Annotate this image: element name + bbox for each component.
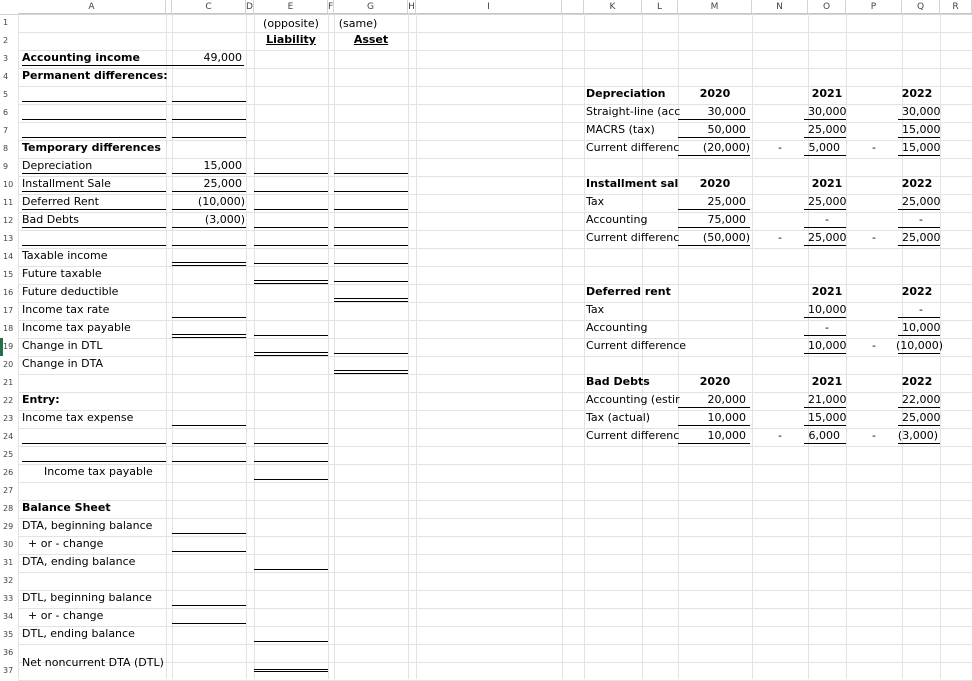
underline: [804, 335, 846, 336]
underline: [804, 137, 846, 138]
gridline: [254, 14, 255, 679]
row-number[interactable]: 19: [3, 342, 14, 351]
underline: [254, 569, 328, 570]
installment-tax-2020[interactable]: 25,000: [707, 195, 746, 208]
underline: [804, 317, 846, 318]
gridline: [18, 572, 972, 573]
row-number[interactable]: 11: [3, 198, 14, 207]
gridline: [18, 500, 972, 501]
depreciation-current-diff-label: Current differenc: [586, 141, 680, 154]
bad-debts-accounting-2021[interactable]: 21,000: [808, 393, 847, 406]
underline: [254, 461, 328, 462]
row-number[interactable]: 9: [3, 162, 9, 171]
row-number[interactable]: 13: [3, 234, 14, 243]
column-header-m[interactable]: M: [678, 0, 752, 14]
row-number[interactable]: 18: [3, 324, 14, 333]
column-header-j[interactable]: [562, 0, 584, 14]
double-underline: [254, 669, 328, 672]
entry-label: Entry:: [22, 393, 60, 406]
deferred-rent-value[interactable]: (10,000): [197, 195, 245, 208]
bad-debts-tax-2021[interactable]: 15,000: [808, 411, 847, 424]
future-taxable-label: Future taxable: [22, 267, 102, 280]
underline: [172, 533, 246, 534]
dtl-beginning-label: DTL, beginning balance: [22, 591, 152, 604]
underline: [172, 119, 246, 120]
deferred-rent-accounting-2022[interactable]: 10,000: [902, 321, 941, 334]
row-number[interactable]: 5: [3, 90, 9, 99]
column-header-g[interactable]: G: [334, 0, 408, 14]
bad-debts-dash-p: -: [872, 429, 876, 442]
row-number[interactable]: 23: [3, 414, 14, 423]
underline: [172, 245, 246, 246]
underline: [334, 227, 408, 228]
underline: [254, 443, 328, 444]
underline: [254, 227, 328, 228]
underline: [172, 191, 246, 192]
underline: [172, 551, 246, 552]
underline: [22, 65, 244, 66]
gridline: [18, 626, 972, 627]
accounting-income-value[interactable]: 49,000: [203, 51, 242, 64]
income-tax-rate-label: Income tax rate: [22, 303, 110, 316]
column-header-q[interactable]: Q: [902, 0, 940, 14]
underline: [678, 227, 750, 228]
row-number[interactable]: 15: [3, 270, 14, 279]
underline: [334, 173, 408, 174]
underline: [334, 245, 408, 246]
bad-debts-diff-2020[interactable]: 10,000: [707, 429, 746, 442]
bad-debts-year-2022: 2022: [901, 375, 933, 388]
underline: [172, 317, 246, 318]
depreciation-diff-2020[interactable]: (20,000): [702, 141, 750, 154]
header-liability: Liability: [266, 33, 316, 46]
gridline: [328, 14, 329, 679]
gridline: [18, 518, 972, 519]
deferred-rent-year-2021: 2021: [811, 285, 843, 298]
deferred-rent-tax-label: Tax: [586, 303, 605, 316]
bad-debts-diff-2021[interactable]: 6,000: [808, 429, 840, 442]
underline: [172, 173, 246, 174]
change-dta-label: Change in DTA: [22, 357, 103, 370]
row-number[interactable]: 12: [3, 216, 14, 225]
depreciation-label: Depreciation: [22, 159, 93, 172]
underline: [678, 245, 750, 246]
depreciation-straightline-label: Straight-line (acc: [586, 105, 681, 118]
row-number[interactable]: 2: [3, 36, 9, 45]
underline: [898, 227, 940, 228]
underline: [254, 245, 328, 246]
bad-debts-table-title: Bad Debts: [586, 375, 650, 388]
depreciation-diff-2021[interactable]: 5,000: [808, 141, 840, 154]
gridline: [18, 266, 972, 267]
dtl-change-label: + or - change: [28, 609, 104, 622]
row-number[interactable]: 28: [3, 504, 14, 513]
underline: [172, 137, 246, 138]
depreciation-macrs-label: MACRS (tax): [586, 123, 655, 136]
gridline: [18, 50, 972, 51]
installment-tax-2022[interactable]: 25,000: [902, 195, 941, 208]
bad-debts-year-2020: 2020: [699, 375, 731, 388]
installment-year-2020: 2020: [699, 177, 731, 190]
underline: [334, 209, 408, 210]
gridline: [18, 590, 972, 591]
installment-dash-p: -: [872, 231, 876, 244]
underline: [172, 605, 246, 606]
installment-table-title: Installment sal: [586, 177, 679, 190]
bad-debts-accounting-label: Accounting (estir: [586, 393, 680, 406]
change-dtl-label: Change in DTL: [22, 339, 103, 352]
underline: [172, 443, 246, 444]
underline: [254, 479, 328, 480]
depreciation-sl-2021[interactable]: 30,000: [808, 105, 847, 118]
depreciation-macrs-2021[interactable]: 25,000: [808, 123, 847, 136]
underline: [804, 407, 846, 408]
gridline: [18, 14, 19, 679]
gridline: [18, 554, 972, 555]
row-number[interactable]: 8: [3, 144, 9, 153]
gridline: [18, 248, 972, 249]
depreciation-value[interactable]: 15,000: [203, 159, 242, 172]
row-number[interactable]: 3: [3, 54, 9, 63]
double-underline: [172, 334, 246, 338]
installment-current-diff-label: Current differenc: [586, 231, 680, 244]
deferred-rent-accounting-label: Accounting: [586, 321, 648, 334]
installment-accounting-2022[interactable]: -: [919, 213, 923, 226]
underline: [254, 335, 328, 336]
column-header-o[interactable]: O: [808, 0, 846, 14]
underline: [678, 425, 750, 426]
installment-tax-label: Tax: [586, 195, 605, 208]
depreciation-year-2022: 2022: [901, 87, 933, 100]
underline: [254, 209, 328, 210]
underline: [172, 209, 246, 210]
depreciation-sl-2022[interactable]: 30,000: [902, 105, 941, 118]
depreciation-macrs-2022[interactable]: 15,000: [902, 123, 941, 136]
underline: [804, 155, 846, 156]
underline: [804, 245, 846, 246]
double-underline: [254, 280, 328, 284]
underline: [804, 119, 846, 120]
gridline: [18, 464, 972, 465]
row-number[interactable]: 17: [3, 306, 14, 315]
double-underline: [254, 352, 328, 356]
permanent-differences-label: Permanent differences:: [22, 69, 168, 82]
gridline: [18, 482, 972, 483]
installment-accounting-label: Accounting: [586, 213, 648, 226]
underline: [172, 227, 246, 228]
deferred-rent-dash-p: -: [872, 339, 876, 352]
installment-sale-label: Installment Sale: [22, 177, 111, 190]
bad-debts-tax-label: Tax (actual): [586, 411, 651, 424]
underline: [254, 263, 328, 264]
underline: [22, 119, 166, 120]
gridline: [18, 32, 972, 33]
row-number[interactable]: 33: [3, 594, 14, 603]
gridline: [18, 356, 972, 357]
underline: [898, 155, 940, 156]
bad-debts-value[interactable]: (3,000): [204, 213, 245, 226]
deferred-rent-table-title: Deferred rent: [586, 285, 671, 298]
installment-accounting-2021[interactable]: -: [825, 213, 829, 226]
installment-sale-value[interactable]: 25,000: [203, 177, 242, 190]
gridline: [18, 446, 972, 447]
column-header-l[interactable]: L: [642, 0, 678, 14]
bad-debts-dash-n: -: [778, 429, 782, 442]
bad-debts-diff-2022[interactable]: (3,000): [897, 429, 938, 442]
underline: [22, 191, 166, 192]
underline: [898, 245, 940, 246]
underline: [804, 425, 846, 426]
double-underline: [334, 370, 408, 374]
gridline: [416, 14, 417, 679]
installment-diff-2021[interactable]: 25,000: [808, 231, 847, 244]
deferred-rent-accounting-2021[interactable]: -: [825, 321, 829, 334]
dtl-ending-label: DTL, ending balance: [22, 627, 135, 640]
underline: [898, 335, 940, 336]
underline: [334, 281, 408, 282]
underline: [334, 263, 408, 264]
underline: [898, 407, 940, 408]
underline: [898, 317, 940, 318]
underline: [898, 443, 940, 444]
gridline: [166, 14, 167, 679]
row-number[interactable]: 16: [3, 288, 14, 297]
installment-tax-2021[interactable]: 25,000: [808, 195, 847, 208]
gridline: [562, 14, 563, 679]
bad-debts-tax-2022[interactable]: 25,000: [902, 411, 941, 424]
bad-debts-current-diff-label: Current differenc: [586, 429, 680, 442]
income-tax-payable-label: Income tax payable: [22, 321, 131, 334]
underline: [22, 137, 166, 138]
underline: [804, 443, 846, 444]
gridline: [18, 608, 972, 609]
depreciation-macrs-2020[interactable]: 50,000: [707, 123, 746, 136]
row-number[interactable]: 21: [3, 378, 14, 387]
underline: [804, 209, 846, 210]
deferred-rent-label: Deferred Rent: [22, 195, 99, 208]
column-header-r[interactable]: R: [940, 0, 972, 14]
underline: [22, 227, 166, 228]
temporary-differences-label: Temporary differences: [22, 141, 161, 154]
underline: [254, 173, 328, 174]
underline: [678, 119, 750, 120]
income-tax-expense-label: Income tax expense: [22, 411, 134, 424]
depreciation-table-title: Depreciation: [586, 87, 666, 100]
row-number[interactable]: 20: [3, 360, 14, 369]
row-number[interactable]: 34: [3, 612, 14, 621]
row-number[interactable]: 26: [3, 468, 14, 477]
row-number[interactable]: 31: [3, 558, 14, 567]
underline: [254, 641, 328, 642]
bad-debts-label: Bad Debts: [22, 213, 80, 226]
row-number[interactable]: 6: [3, 108, 9, 117]
bad-debts-accounting-2020[interactable]: 20,000: [707, 393, 746, 406]
future-deductible-label: Future deductible: [22, 285, 119, 298]
underline: [172, 425, 246, 426]
net-noncurrent-label: Net noncurrent DTA (DTL): [22, 656, 164, 669]
deferred-rent-current-diff-label: Current difference: [586, 339, 687, 352]
underline: [334, 191, 408, 192]
column-header-d[interactable]: D: [246, 2, 253, 12]
gridline: [246, 14, 247, 679]
deferred-rent-diff-2021[interactable]: 10,000: [808, 339, 847, 352]
row-number[interactable]: 36: [3, 648, 14, 657]
row-number[interactable]: 35: [3, 630, 14, 639]
row-selection-indicator: [0, 338, 3, 356]
installment-dash-n: -: [778, 231, 782, 244]
bad-debts-year-2021: 2021: [811, 375, 843, 388]
row-number[interactable]: 29: [3, 522, 14, 531]
depreciation-dash-p: -: [872, 141, 876, 154]
underline: [172, 461, 246, 462]
row-number[interactable]: 25: [3, 450, 14, 459]
column-header-a[interactable]: A: [18, 0, 166, 14]
underline: [254, 191, 328, 192]
underline: [678, 407, 750, 408]
deferred-rent-tax-2022[interactable]: -: [919, 303, 923, 316]
underline: [22, 443, 166, 444]
underline: [22, 461, 166, 462]
gridline: [172, 14, 173, 679]
column-header-n[interactable]: N: [752, 0, 808, 14]
gridline: [584, 14, 585, 679]
row-number[interactable]: 1: [3, 18, 9, 27]
installment-diff-2020[interactable]: (50,000): [702, 231, 750, 244]
column-header-p[interactable]: P: [846, 0, 902, 14]
underline: [898, 137, 940, 138]
gridline: [18, 644, 972, 645]
underline: [22, 101, 166, 102]
income-tax-payable-credit-label: Income tax payable: [44, 465, 153, 478]
depreciation-dash-n: -: [778, 141, 782, 154]
depreciation-diff-2022[interactable]: 15,000: [902, 141, 941, 154]
underline: [172, 101, 246, 102]
row-number[interactable]: 14: [3, 252, 14, 261]
deferred-rent-year-2022: 2022: [901, 285, 933, 298]
column-header-e[interactable]: E: [254, 0, 328, 14]
column-header-c[interactable]: C: [172, 0, 246, 14]
underline: [678, 209, 750, 210]
row-number[interactable]: 32: [3, 576, 14, 585]
underline: [898, 119, 940, 120]
dta-beginning-label: DTA, beginning balance: [22, 519, 153, 532]
underline: [898, 425, 940, 426]
deferred-rent-diff-2022[interactable]: (10,000): [896, 339, 944, 352]
column-header-i[interactable]: I: [416, 0, 562, 14]
row-number[interactable]: 30: [3, 540, 14, 549]
column-header-h[interactable]: H: [408, 2, 415, 12]
header-asset: Asset: [353, 33, 389, 46]
header-asset-note: (same): [338, 17, 378, 30]
underline: [898, 353, 940, 354]
installment-year-2022: 2022: [901, 177, 933, 190]
column-header-f[interactable]: F: [328, 2, 334, 12]
double-underline: [334, 298, 408, 302]
installment-accounting-2020[interactable]: 75,000: [707, 213, 746, 226]
underline: [22, 173, 166, 174]
row-number[interactable]: 24: [3, 432, 14, 441]
gridline: [408, 14, 409, 679]
underline: [678, 155, 750, 156]
underline: [678, 443, 750, 444]
row-number[interactable]: 7: [3, 126, 9, 135]
dta-change-label: + or - change: [28, 537, 104, 550]
underline: [22, 245, 166, 246]
deferred-rent-tax-2021[interactable]: 10,000: [808, 303, 847, 316]
gridline: [18, 536, 972, 537]
underline: [334, 353, 408, 354]
underline: [898, 209, 940, 210]
gridline: [18, 158, 972, 159]
header-liability-note: (opposite): [263, 17, 319, 30]
taxable-income-label: Taxable income: [22, 249, 108, 262]
bad-debts-tax-2020[interactable]: 10,000: [707, 411, 746, 424]
dta-ending-label: DTA, ending balance: [22, 555, 136, 568]
double-underline: [172, 262, 246, 266]
row-number[interactable]: 22: [3, 396, 14, 405]
underline: [804, 227, 846, 228]
depreciation-year-2020: 2020: [699, 87, 731, 100]
underline: [172, 623, 246, 624]
depreciation-year-2021: 2021: [811, 87, 843, 100]
gridline: [752, 14, 753, 679]
underline: [22, 209, 166, 210]
row-number[interactable]: 10: [3, 180, 14, 189]
gridline: [334, 14, 335, 679]
bad-debts-accounting-2022[interactable]: 22,000: [902, 393, 941, 406]
depreciation-sl-2020[interactable]: 30,000: [707, 105, 746, 118]
row-number[interactable]: 4: [3, 72, 9, 81]
row-number[interactable]: 27: [3, 486, 14, 495]
row-number[interactable]: 37: [3, 666, 14, 675]
underline: [804, 353, 846, 354]
balance-sheet-label: Balance Sheet: [22, 501, 111, 514]
underline: [678, 137, 750, 138]
installment-year-2021: 2021: [811, 177, 843, 190]
accounting-income-label: Accounting income: [22, 51, 140, 64]
column-header-k[interactable]: K: [584, 0, 642, 14]
installment-diff-2022[interactable]: 25,000: [902, 231, 941, 244]
